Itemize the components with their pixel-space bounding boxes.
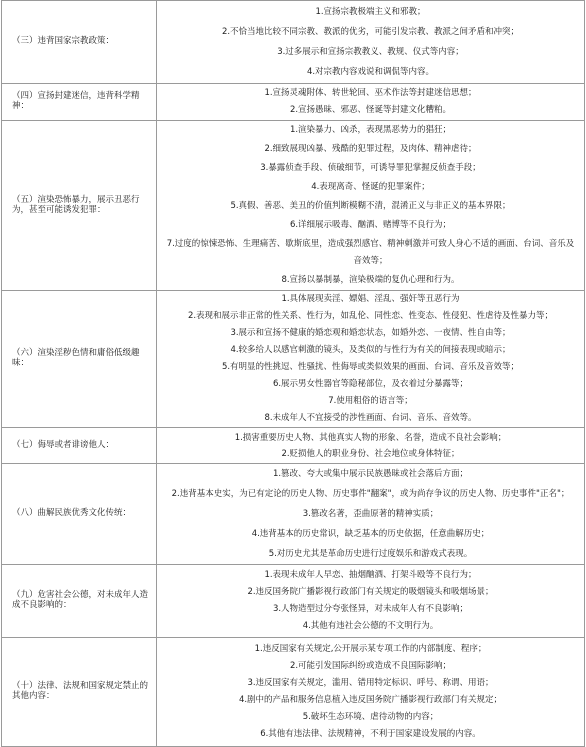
table-row xyxy=(2,464,585,565)
list-item: 4.对宗教内容戏说和调侃等内容。 xyxy=(306,67,435,77)
list-item: 2.表现和展示非正常的性关系、性行为，如乱伦、同性恋、性变态、性侵犯、性虐待及性暴力等； xyxy=(187,311,554,321)
table-row xyxy=(2,291,585,428)
list-item: 5.真假、善恶、美丑的价值判断模糊不清，混淆正义与非正义的基本界限； xyxy=(230,201,511,211)
table-row xyxy=(2,1,585,84)
list-item: 6.展示男女性器官等隐秘部位，及衣着过分暴露等； xyxy=(272,379,469,389)
document xyxy=(1,0,585,747)
list-item: 4.其他有违社会公德的不文明行为。 xyxy=(302,621,439,631)
category-label: （十）法律、法规和国家规定禁止的其他内容： xyxy=(12,681,149,701)
list-item: 2.可能引发国际纠纷或造成不良国际影响； xyxy=(289,661,452,671)
list-item: 3.篡改名著，歪曲原著的精神实质； xyxy=(302,509,439,519)
list-item: 2.违背基本史实，为已有定论的历史人物、历史事件"翻案"，或为尚存争议的历史人物、历史事件"正名"； xyxy=(171,489,570,499)
list-item: 5.破坏生态环境、虐待动物的内容； xyxy=(302,712,439,722)
category-cell xyxy=(2,84,157,121)
list-item: 2.违反国务院广播影视行政部门有关规定的吸烟镜头和吸烟场景； xyxy=(247,587,494,597)
list-item: 6.详细展示吸毒、酗酒、赌博等不良行为； xyxy=(289,220,452,230)
items-cell xyxy=(157,565,585,638)
list-item: 2.贬损他人的职业身份、社会地位或身体特征； xyxy=(281,448,460,459)
table-row xyxy=(2,84,585,121)
list-item: 1.具体展现卖淫、嫖娼、淫乱、强奸等丑恶行为 xyxy=(281,294,460,304)
list-item: 1.篡改、夸大或集中展示民族愚昧或社会落后方面； xyxy=(272,469,469,479)
list-item: 4.较多给人以感官刺激的镜头，及类似的与性行为有关的间接表现或暗示； xyxy=(230,345,511,355)
list-item: 8.未成年人不宜接受的涉性画面、台词、音乐、音效等。 xyxy=(264,413,477,423)
table-row xyxy=(2,121,585,291)
list-item: 1.渲染暴力、凶杀，表现黑恶势力的猖狂； xyxy=(289,125,452,135)
list-item: 1.宣扬灵魂附体、转世轮回、巫术作法等封建迷信思想； xyxy=(264,88,477,98)
list-item: 3.暴露侦查手段、侦破细节，可诱导罪犯掌握反侦查手段； xyxy=(260,163,481,173)
table-row xyxy=(2,565,585,638)
items-cell xyxy=(157,428,585,464)
list-item: 1.违反国家有关规定,公开展示某专项工作的内部制度、程序； xyxy=(254,644,487,654)
list-item: 5.对历史尤其是革命历史进行过度娱乐和游戏式表现。 xyxy=(268,549,473,559)
list-item: 5.有明显的性挑逗、性骚扰、性侮辱或类似效果的画面、台词、音乐及音效等； xyxy=(221,362,520,372)
list-item: 3.人物造型过分夸张怪异，对未成年人有不良影响； xyxy=(272,604,469,614)
category-label: （三）违背国家宗教政策： xyxy=(12,36,115,47)
list-item: 3.过多展示和宣扬宗教教义、教规、仪式等内容； xyxy=(277,47,464,57)
list-item: 7.使用粗俗的语言等； xyxy=(328,396,413,406)
category-cell xyxy=(2,1,157,84)
category-cell xyxy=(2,291,157,428)
items-cell xyxy=(157,1,585,84)
content-rules-table xyxy=(1,0,585,747)
items-cell xyxy=(157,464,585,565)
table-row xyxy=(2,638,585,747)
category-label: （六）渲染淫秽色情和庸俗低级趣味： xyxy=(12,348,140,368)
list-item: 2.不恰当地比较不同宗教、教派的优劣，可能引发宗教、教派之间矛盾和冲突； xyxy=(221,27,520,37)
table-row xyxy=(2,428,585,464)
items-cell xyxy=(157,638,585,747)
category-label: （八）曲解民族优秀文化传统： xyxy=(12,508,132,519)
list-item: 7.过度的惊悚恐怖、生理痛苦、歇斯底里，造成强烈感官、精神刺激并可致人身心不适的画面、台词、音乐及音效等； xyxy=(166,239,575,266)
list-item: 4.表现离奇、怪诞的犯罪案件； xyxy=(311,182,430,192)
items-cell xyxy=(157,84,585,121)
list-item: 2.宣扬愚昧、邪恶、怪诞等封建文化糟粕。 xyxy=(289,105,452,115)
list-item: 8.宣扬以暴制暴，渲染极端的复仇心理和行为。 xyxy=(281,275,460,285)
category-label: （五）渲染恐怖暴力，展示丑恶行为，甚至可能诱发犯罪： xyxy=(12,194,140,215)
category-label: （七）侮辱或者诽谤他人： xyxy=(12,439,115,450)
category-label: （四）宣扬封建迷信，违背科学精神： xyxy=(12,91,140,111)
items-cell xyxy=(157,291,585,428)
list-item: 3.展示和宣扬不健康的婚恋观和婚恋状态，如婚外恋、一夜情、性自由等； xyxy=(230,328,511,338)
category-cell xyxy=(2,428,157,464)
list-item: 1.宣扬宗教极端主义和邪教； xyxy=(315,7,426,17)
category-cell xyxy=(2,638,157,747)
list-item: 3.违反国家有关规定，滥用、错用特定标识、呼号、称谓、用语； xyxy=(247,678,494,688)
list-item: 1.表现未成年人早恋、抽烟酗酒、打架斗殴等不良行为； xyxy=(264,570,477,580)
category-cell xyxy=(2,464,157,565)
category-label: （九）危害社会公德，对未成年人造成不良影响的： xyxy=(12,590,149,610)
category-cell xyxy=(2,121,157,291)
list-item: 2.细致展现凶暴、残酷的犯罪过程，及肉体、精神虐待； xyxy=(264,144,477,154)
list-item: 6.其他有违法律、法规精神，不利于国家建设发展的内容。 xyxy=(260,729,481,739)
list-item: 4.违背基本的历史常识，缺乏基本的历史依据，任意曲解历史； xyxy=(251,529,490,539)
list-item: 1.损害重要历史人物、其他真实人物的形象、名誉，造成不良社会影响； xyxy=(234,432,507,443)
list-item: 4.剧中的产品和服务信息植入违反国务院广播影视行政部门有关规定； xyxy=(238,695,503,705)
category-cell xyxy=(2,565,157,638)
items-cell xyxy=(157,121,585,291)
